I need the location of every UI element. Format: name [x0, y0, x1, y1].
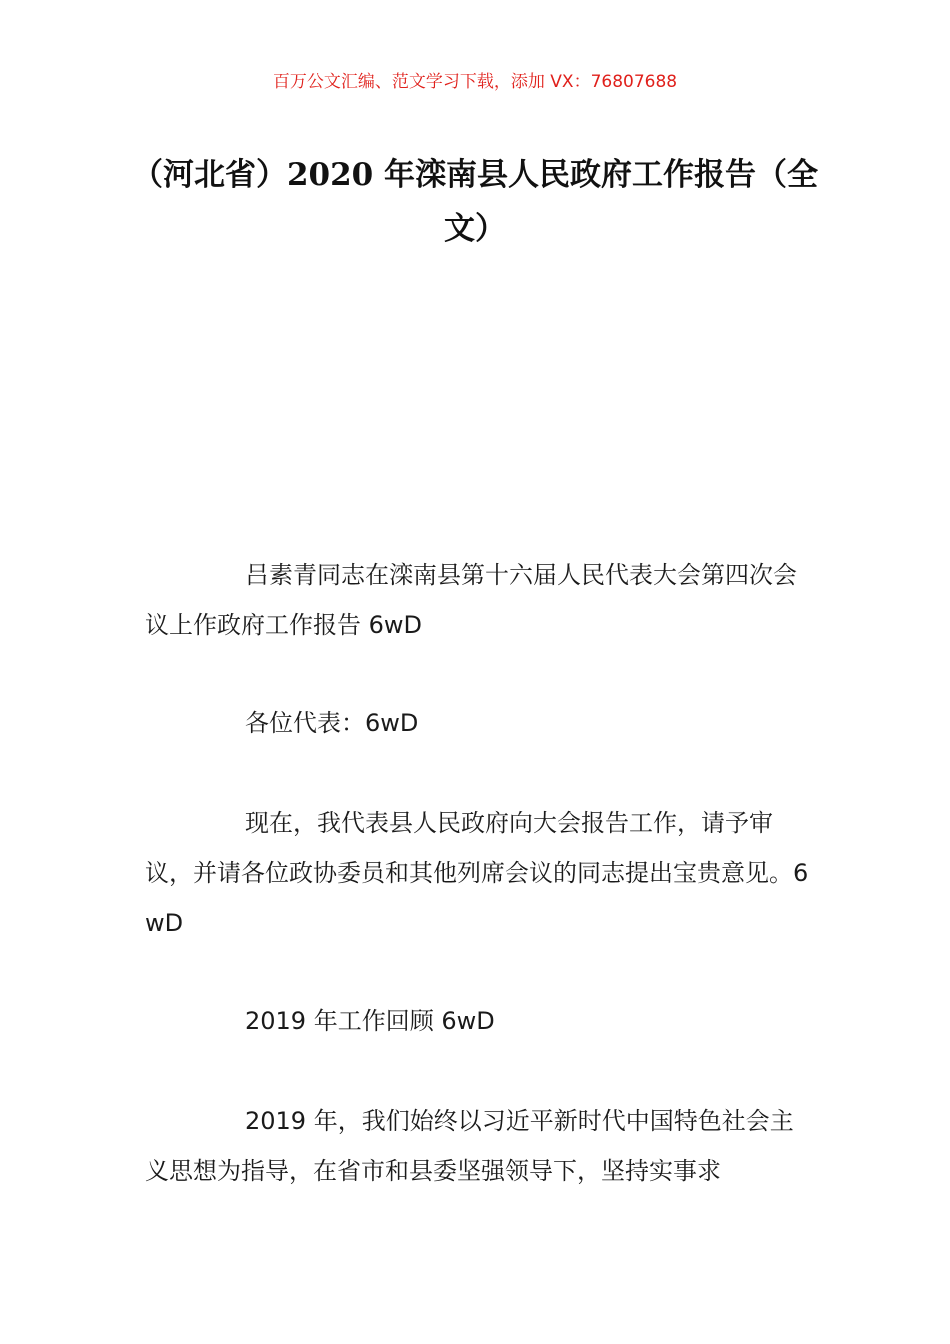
paragraph-opening: 现在，我代表县人民政府向大会报告工作，请予审议，并请各位政协委员和其他列席会议的同志提出宝贵意见。6wD: [145, 809, 809, 937]
section-heading-2019-review: 2019 年工作回顾 6wD: [245, 1007, 495, 1035]
paragraph-salutation: 各位代表：6wD: [245, 709, 419, 737]
document-title: （河北省）2020 年滦南县人民政府工作报告（全文）: [131, 157, 819, 247]
header-watermark-note: 百万公文汇编、范文学习下载，添加 VX：76807688: [272, 72, 678, 92]
paragraph-intro: 吕素青同志在滦南县第十六届人民代表大会第四次会议上作政府工作报告 6wD: [145, 561, 797, 639]
paragraph-2019-summary: 2019 年，我们始终以习近平新时代中国特色社会主义思想为指导，在省市和县委坚强领导下，坚持实事求: [145, 1107, 794, 1185]
